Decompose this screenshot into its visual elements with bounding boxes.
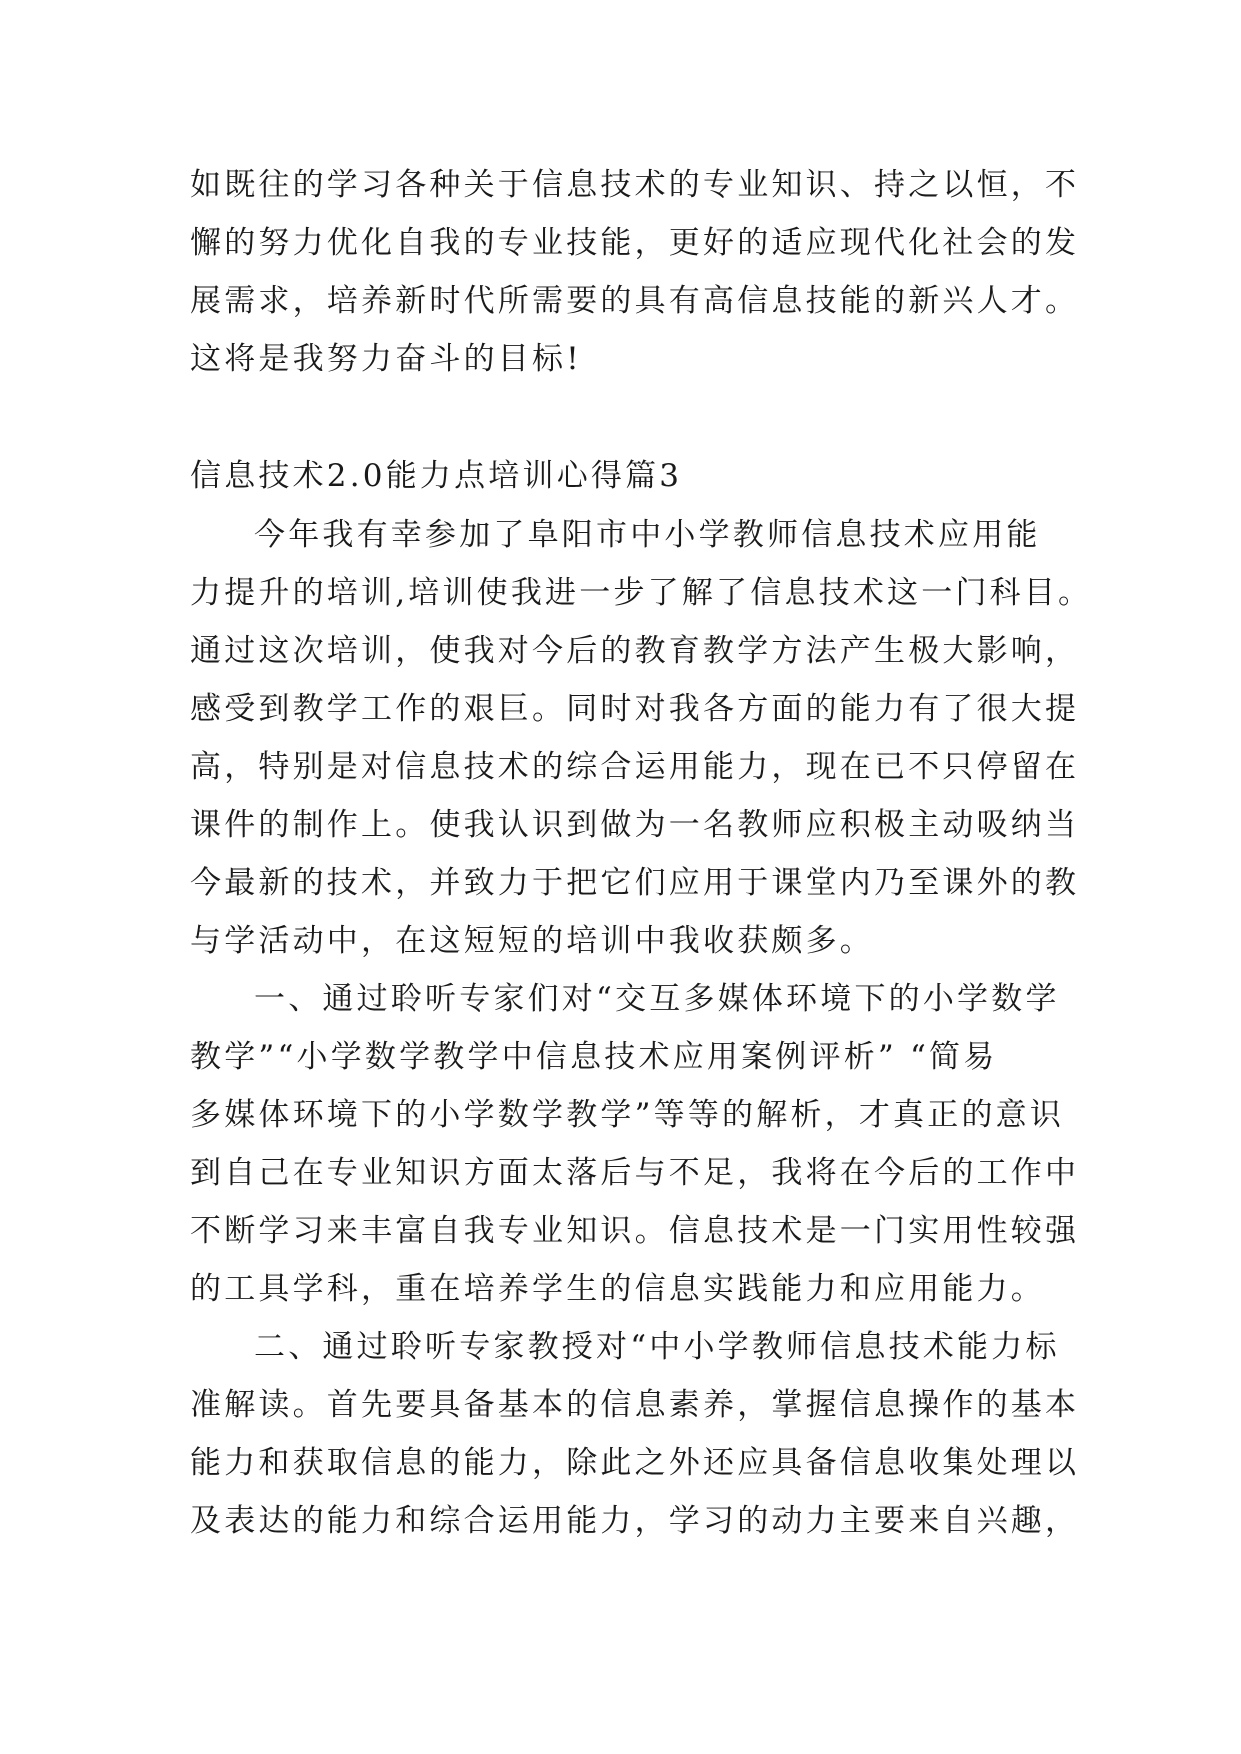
- section-heading: 信息技术2.0能力点培训心得篇3: [190, 458, 683, 494]
- text-line: 不断学习来丰富自我专业知识。信息技术是一门实用性较强: [190, 1213, 1080, 1249]
- text-line: 多媒体环境下的小学数学教学”等等的解析，才真正的意识: [190, 1097, 1065, 1133]
- text-line: 力提升的培训,培训使我进一步了解了信息技术这一门科目。: [190, 575, 1093, 611]
- text-line: 感受到教学工作的艰巨。同时对我各方面的能力有了很大提: [190, 691, 1080, 727]
- text-line: 通过这次培训，使我对今后的教育教学方法产生极大影响，: [190, 633, 1080, 669]
- text-line: 懈的努力优化自我的专业技能，更好的适应现代化社会的发: [190, 225, 1080, 261]
- text-line: 与学活动中，在这短短的培训中我收获颇多。: [190, 923, 874, 959]
- text-line: 如既往的学习各种关于信息技术的专业知识、持之以恒，不: [190, 167, 1080, 203]
- text-line: 今最新的技术，并致力于把它们应用于课堂内乃至课外的教: [190, 865, 1080, 901]
- text-line: 一、通过聆听专家们对“交互多媒体环境下的小学数学: [254, 981, 1060, 1017]
- section-heading-block: [190, 447, 1050, 505]
- paragraph-2: [190, 970, 1080, 1318]
- text-line: 准解读。首先要具备基本的信息素养，掌握信息操作的基本: [190, 1387, 1080, 1423]
- body-text: [190, 506, 1093, 1550]
- paragraph-3: [190, 1318, 1080, 1550]
- text-line: 教学”“小学数学教学中信息技术应用案例评析” “简易: [190, 1039, 998, 1075]
- intro-paragraph: [190, 156, 1080, 388]
- text-line: 高，特别是对信息技术的综合运用能力，现在已不只停留在: [190, 749, 1080, 785]
- text-line: 这将是我努力奋斗的目标!: [190, 341, 582, 377]
- text-line: 展需求，培养新时代所需要的具有高信息技能的新兴人才。: [190, 283, 1080, 319]
- paragraph-1: [190, 506, 1093, 970]
- text-line: 能力和获取信息的能力，除此之外还应具备信息收集处理以: [190, 1445, 1080, 1481]
- text-line: 二、通过聆听专家教授对“中小学教师信息技术能力标: [254, 1329, 1060, 1365]
- text-line: 到自己在专业知识方面太落后与不足，我将在今后的工作中: [190, 1155, 1080, 1191]
- text-line: 课件的制作上。使我认识到做为一名教师应积极主动吸纳当: [190, 807, 1080, 843]
- text-line: 今年我有幸参加了阜阳市中小学教师信息技术应用能: [254, 517, 1041, 553]
- text-line: 及表达的能力和综合运用能力，学习的动力主要来自兴趣，: [190, 1503, 1080, 1539]
- text-line: 的工具学科，重在培养学生的信息实践能力和应用能力。: [190, 1271, 1045, 1307]
